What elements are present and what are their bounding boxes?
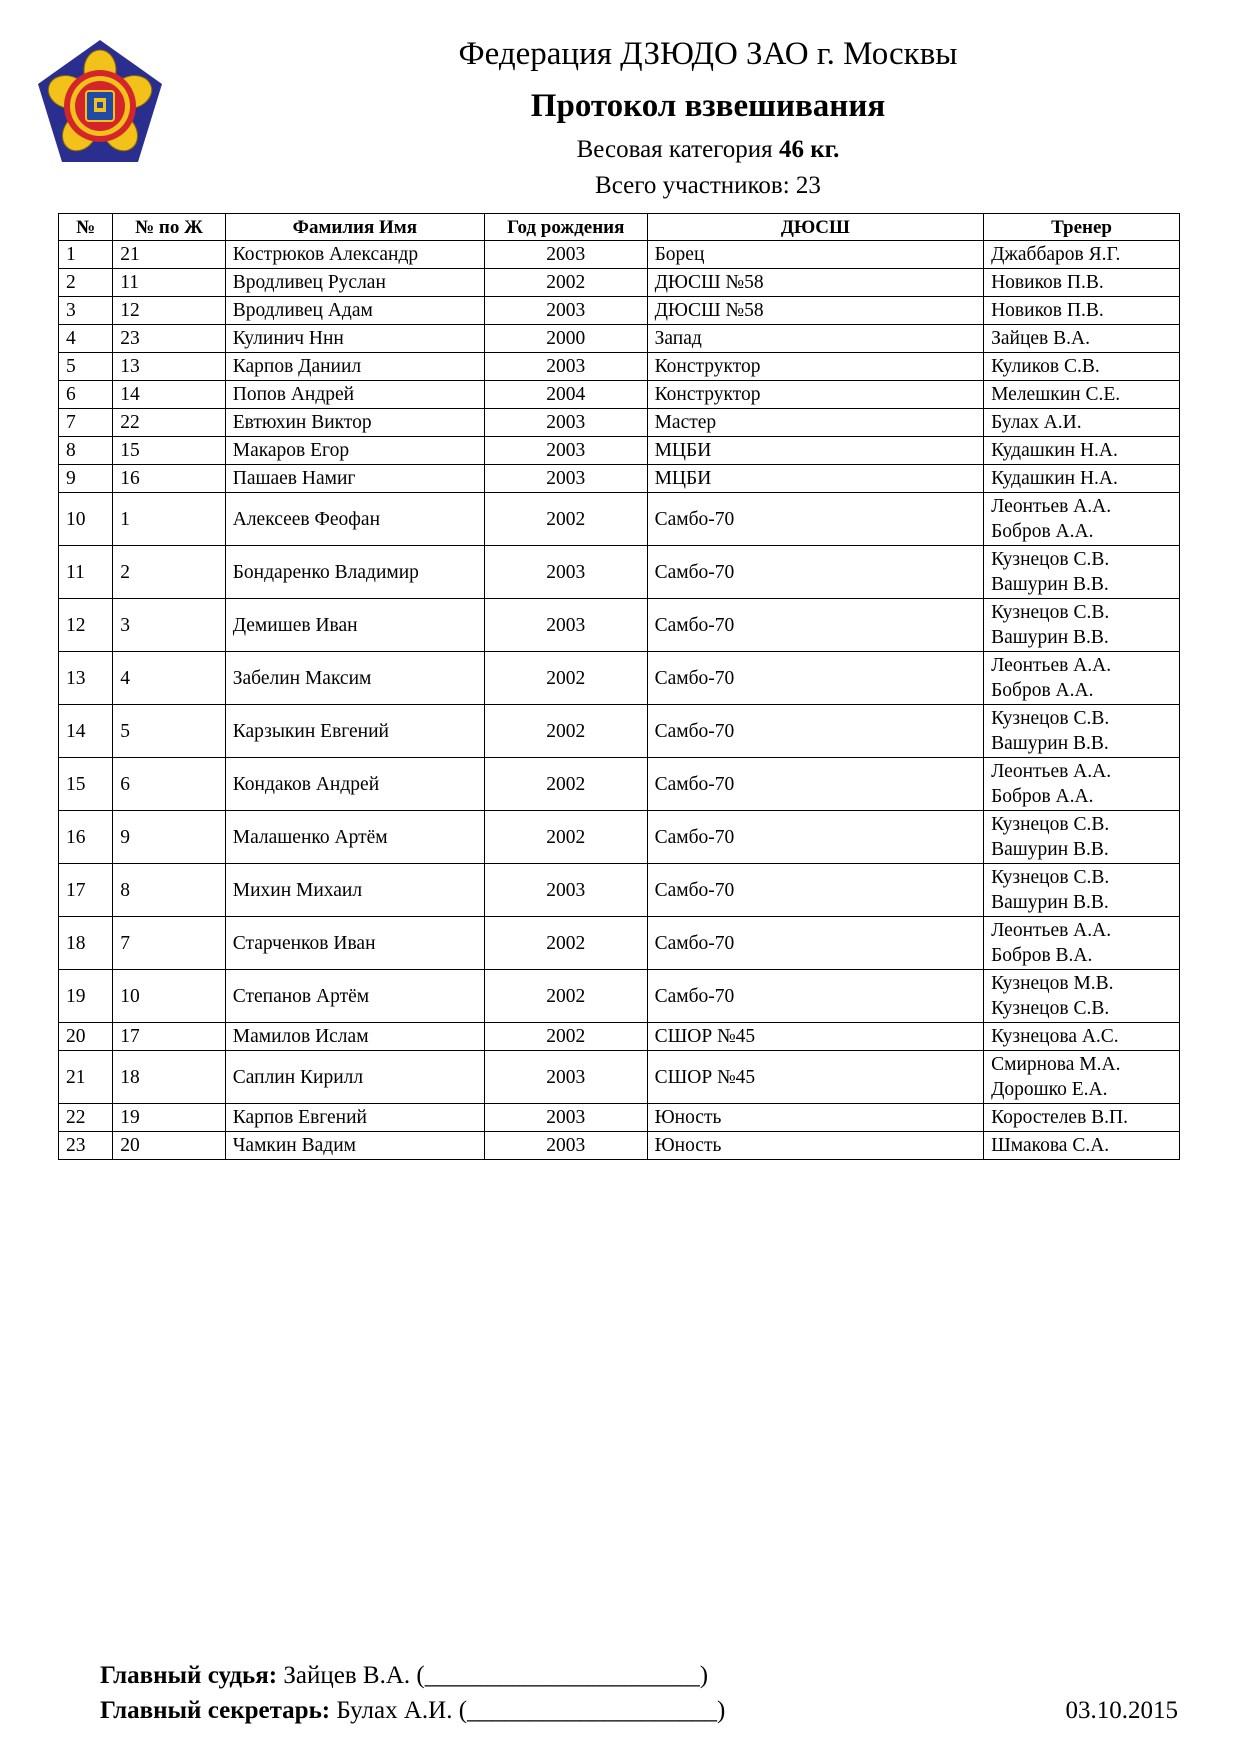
coach-name: Вашурин В.В. <box>991 839 1109 860</box>
row-coach-cell <box>984 269 1180 297</box>
row-name-cell: Саплин Кирилл <box>225 1051 484 1104</box>
row-school-cell: Самбо-70 <box>647 917 984 970</box>
chief-secretary-value: Булах А.И. (____________________) <box>336 1697 726 1724</box>
table-row <box>59 1104 1180 1132</box>
table-row <box>59 599 1180 652</box>
coach-name: Новиков П.В. <box>991 300 1104 321</box>
row-birth-year-cell: 2003 <box>484 465 647 493</box>
row-number-cell: 10 <box>59 493 113 546</box>
row-birth-year-cell: 2004 <box>484 381 647 409</box>
row-draw-number-cell: 21 <box>113 241 226 269</box>
coach-name: Мелешкин С.Е. <box>991 384 1121 405</box>
row-school-cell: Самбо-70 <box>647 811 984 864</box>
table-row <box>59 758 1180 811</box>
row-draw-number-cell: 2 <box>113 546 226 599</box>
row-number-cell: 18 <box>59 917 113 970</box>
table-row <box>59 1132 1180 1160</box>
coach-name: Вашурин В.В. <box>991 574 1109 595</box>
weighing-table <box>58 213 1180 1160</box>
coach-name: Булах А.И. <box>991 412 1082 433</box>
row-number-cell: 19 <box>59 970 113 1023</box>
row-school-cell: ДЮСШ №58 <box>647 297 984 325</box>
row-name-cell: Макаров Егор <box>225 437 484 465</box>
row-coach-cell <box>984 325 1180 353</box>
row-draw-number-cell: 8 <box>113 864 226 917</box>
row-draw-number-cell: 14 <box>113 381 226 409</box>
chief-judge-signature <box>100 1662 708 1690</box>
row-school-cell: Самбо-70 <box>647 546 984 599</box>
chief-secretary-label: Главный секретарь: <box>100 1697 331 1724</box>
coach-name: Леонтьев А.А. <box>991 920 1112 941</box>
row-birth-year-cell: 2003 <box>484 864 647 917</box>
row-coach-cell <box>984 465 1180 493</box>
row-coach-cell <box>984 864 1180 917</box>
row-school-cell: Юность <box>647 1104 984 1132</box>
row-name-cell: Чамкин Вадим <box>225 1132 484 1160</box>
table-row <box>59 241 1180 269</box>
row-birth-year-cell: 2003 <box>484 1132 647 1160</box>
table-row <box>59 917 1180 970</box>
row-birth-year-cell: 2002 <box>484 758 647 811</box>
row-coach-cell <box>984 241 1180 269</box>
row-number-cell: 16 <box>59 811 113 864</box>
row-number-cell: 1 <box>59 241 113 269</box>
row-school-cell: Самбо-70 <box>647 705 984 758</box>
row-coach-cell <box>984 652 1180 705</box>
row-name-cell: Михин Михаил <box>225 864 484 917</box>
column-header-name: Фамилия Имя <box>225 214 484 241</box>
row-school-cell: Самбо-70 <box>647 493 984 546</box>
coach-name: Кузнецов С.В. <box>991 814 1110 835</box>
column-header-number: № <box>59 214 113 241</box>
row-coach-cell <box>984 758 1180 811</box>
row-coach-cell <box>984 1104 1180 1132</box>
coach-name: Коростелев В.П. <box>991 1107 1129 1128</box>
row-number-cell: 6 <box>59 381 113 409</box>
protocol-date: 03.10.2015 <box>1065 1697 1178 1724</box>
row-birth-year-cell: 2002 <box>484 705 647 758</box>
row-number-cell: 21 <box>59 1051 113 1104</box>
coach-name: Вашурин В.В. <box>991 892 1109 913</box>
table-row <box>59 297 1180 325</box>
coach-name: Вашурин В.В. <box>991 733 1109 754</box>
coach-name: Кудашкин Н.А. <box>991 468 1118 489</box>
participants-count: Всего участников: 23 <box>595 172 821 199</box>
row-number-cell: 11 <box>59 546 113 599</box>
row-name-cell: Старченков Иван <box>225 917 484 970</box>
row-coach-cell <box>984 353 1180 381</box>
table-row <box>59 465 1180 493</box>
row-birth-year-cell: 2003 <box>484 437 647 465</box>
table-row <box>59 325 1180 353</box>
row-draw-number-cell: 17 <box>113 1023 226 1051</box>
row-draw-number-cell: 6 <box>113 758 226 811</box>
row-birth-year-cell: 2003 <box>484 241 647 269</box>
row-coach-cell <box>984 1132 1180 1160</box>
table-row <box>59 652 1180 705</box>
row-school-cell: СШОР №45 <box>647 1023 984 1051</box>
table-row <box>59 1051 1180 1104</box>
row-draw-number-cell: 12 <box>113 297 226 325</box>
row-birth-year-cell: 2003 <box>484 1051 647 1104</box>
coach-name: Дорошко Е.А. <box>991 1079 1108 1100</box>
table-row <box>59 409 1180 437</box>
row-birth-year-cell: 2002 <box>484 970 647 1023</box>
row-school-cell: Борец <box>647 241 984 269</box>
table-row <box>59 546 1180 599</box>
table-row <box>59 864 1180 917</box>
row-draw-number-cell: 20 <box>113 1132 226 1160</box>
row-name-cell: Карпов Даниил <box>225 353 484 381</box>
row-number-cell: 20 <box>59 1023 113 1051</box>
row-draw-number-cell: 22 <box>113 409 226 437</box>
column-header-draw-number: № по Ж <box>113 214 226 241</box>
table-row <box>59 811 1180 864</box>
row-school-cell: Самбо-70 <box>647 599 984 652</box>
row-coach-cell <box>984 493 1180 546</box>
coach-name: Бобров А.А. <box>991 680 1094 701</box>
row-birth-year-cell: 2002 <box>484 269 647 297</box>
row-draw-number-cell: 11 <box>113 269 226 297</box>
row-number-cell: 4 <box>59 325 113 353</box>
row-school-cell: Самбо-70 <box>647 970 984 1023</box>
row-school-cell: Самбо-70 <box>647 652 984 705</box>
table-row <box>59 437 1180 465</box>
row-coach-cell <box>984 297 1180 325</box>
row-name-cell: Карпов Евгений <box>225 1104 484 1132</box>
row-draw-number-cell: 19 <box>113 1104 226 1132</box>
coach-name: Кузнецов С.В. <box>991 549 1110 570</box>
table-row <box>59 970 1180 1023</box>
row-coach-cell <box>984 1051 1180 1104</box>
coach-name: Кузнецова А.С. <box>991 1026 1119 1047</box>
row-birth-year-cell: 2002 <box>484 811 647 864</box>
row-name-cell: Кондаков Андрей <box>225 758 484 811</box>
table-row <box>59 493 1180 546</box>
coach-name: Кузнецов С.В. <box>991 708 1110 729</box>
row-coach-cell <box>984 546 1180 599</box>
coach-name: Бобров А.А. <box>991 521 1094 542</box>
coach-name: Леонтьев А.А. <box>991 655 1112 676</box>
coach-name: Зайцев В.А. <box>991 328 1090 349</box>
row-draw-number-cell: 1 <box>113 493 226 546</box>
coach-name: Кудашкин Н.А. <box>991 440 1118 461</box>
row-name-cell: Попов Андрей <box>225 381 484 409</box>
row-draw-number-cell: 7 <box>113 917 226 970</box>
table-row <box>59 381 1180 409</box>
row-number-cell: 8 <box>59 437 113 465</box>
coach-name: Леонтьев А.А. <box>991 761 1112 782</box>
column-header-birth-year: Год рождения <box>484 214 647 241</box>
weight-category-label: Весовая категория <box>576 136 773 163</box>
row-birth-year-cell: 2002 <box>484 917 647 970</box>
coach-name: Бобров В.А. <box>991 945 1093 966</box>
row-draw-number-cell: 23 <box>113 325 226 353</box>
row-birth-year-cell: 2003 <box>484 297 647 325</box>
row-name-cell: Кулинич Ннн <box>225 325 484 353</box>
coach-name: Кузнецов С.В. <box>991 867 1110 888</box>
row-birth-year-cell: 2002 <box>484 652 647 705</box>
coach-name: Вашурин В.В. <box>991 627 1109 648</box>
table-body <box>59 241 1180 1160</box>
row-coach-cell <box>984 705 1180 758</box>
coach-name: Куликов С.В. <box>991 356 1100 377</box>
row-name-cell: Евтюхин Виктор <box>225 409 484 437</box>
column-header-coach: Тренер <box>984 214 1180 241</box>
row-number-cell: 7 <box>59 409 113 437</box>
coach-name: Шмакова С.А. <box>991 1135 1110 1156</box>
table-row <box>59 705 1180 758</box>
row-name-cell: Вродливец Адам <box>225 297 484 325</box>
table-row <box>59 1023 1180 1051</box>
row-birth-year-cell: 2003 <box>484 409 647 437</box>
coach-name: Джаббаров Я.Г. <box>991 244 1121 265</box>
row-school-cell: СШОР №45 <box>647 1051 984 1104</box>
row-number-cell: 22 <box>59 1104 113 1132</box>
row-coach-cell <box>984 599 1180 652</box>
row-name-cell: Бондаренко Владимир <box>225 546 484 599</box>
row-name-cell: Забелин Максим <box>225 652 484 705</box>
row-school-cell: МЦБИ <box>647 437 984 465</box>
row-school-cell: ДЮСШ №58 <box>647 269 984 297</box>
row-draw-number-cell: 3 <box>113 599 226 652</box>
row-birth-year-cell: 2002 <box>484 1023 647 1051</box>
row-school-cell: Конструктор <box>647 381 984 409</box>
weight-category-value: 46 кг. <box>778 136 840 163</box>
coach-name: Смирнова М.А. <box>991 1054 1121 1075</box>
row-draw-number-cell: 4 <box>113 652 226 705</box>
row-name-cell: Пашаев Намиг <box>225 465 484 493</box>
column-header-school: ДЮСШ <box>647 214 984 241</box>
row-school-cell: Самбо-70 <box>647 758 984 811</box>
row-number-cell: 23 <box>59 1132 113 1160</box>
row-school-cell: Конструктор <box>647 353 984 381</box>
row-school-cell: Мастер <box>647 409 984 437</box>
row-birth-year-cell: 2002 <box>484 493 647 546</box>
row-birth-year-cell: 2003 <box>484 599 647 652</box>
row-draw-number-cell: 18 <box>113 1051 226 1104</box>
row-number-cell: 13 <box>59 652 113 705</box>
row-coach-cell <box>984 437 1180 465</box>
weight-category <box>88 136 1240 164</box>
table-header-row <box>59 214 1180 241</box>
federation-name: Федерация ДЗЮДО ЗАО г. Москвы <box>458 36 958 72</box>
row-name-cell: Вродливец Руслан <box>225 269 484 297</box>
row-coach-cell <box>984 917 1180 970</box>
row-name-cell: Демишев Иван <box>225 599 484 652</box>
row-school-cell: Запад <box>647 325 984 353</box>
row-birth-year-cell: 2000 <box>484 325 647 353</box>
row-name-cell: Карзыкин Евгений <box>225 705 484 758</box>
row-birth-year-cell: 2003 <box>484 546 647 599</box>
row-school-cell: Юность <box>647 1132 984 1160</box>
row-number-cell: 2 <box>59 269 113 297</box>
row-coach-cell <box>984 409 1180 437</box>
chief-secretary-signature <box>100 1697 725 1725</box>
chief-judge-label: Главный судья: <box>100 1662 278 1689</box>
row-draw-number-cell: 15 <box>113 437 226 465</box>
row-number-cell: 5 <box>59 353 113 381</box>
row-number-cell: 14 <box>59 705 113 758</box>
row-draw-number-cell: 9 <box>113 811 226 864</box>
row-draw-number-cell: 16 <box>113 465 226 493</box>
row-birth-year-cell: 2003 <box>484 353 647 381</box>
chief-judge-value: Зайцев В.А. (______________________) <box>283 1662 709 1689</box>
page-title: Протокол взвешивания <box>530 88 886 124</box>
coach-name: Кузнецов С.В. <box>991 602 1110 623</box>
row-birth-year-cell: 2003 <box>484 1104 647 1132</box>
row-coach-cell <box>984 811 1180 864</box>
row-name-cell: Мамилов Ислам <box>225 1023 484 1051</box>
row-coach-cell <box>984 1023 1180 1051</box>
row-number-cell: 3 <box>59 297 113 325</box>
row-name-cell: Алексеев Феофан <box>225 493 484 546</box>
row-school-cell: Самбо-70 <box>647 864 984 917</box>
row-school-cell: МЦБИ <box>647 465 984 493</box>
row-number-cell: 15 <box>59 758 113 811</box>
row-draw-number-cell: 13 <box>113 353 226 381</box>
row-number-cell: 17 <box>59 864 113 917</box>
row-coach-cell <box>984 381 1180 409</box>
row-name-cell: Кострюков Александр <box>225 241 484 269</box>
table-row <box>59 269 1180 297</box>
row-draw-number-cell: 10 <box>113 970 226 1023</box>
coach-name: Кузнецов М.В. <box>991 973 1114 994</box>
coach-name: Леонтьев А.А. <box>991 496 1112 517</box>
row-number-cell: 12 <box>59 599 113 652</box>
coach-name: Бобров А.А. <box>991 786 1094 807</box>
row-name-cell: Степанов Артём <box>225 970 484 1023</box>
coach-name: Кузнецов С.В. <box>991 998 1110 1019</box>
table-row <box>59 353 1180 381</box>
row-number-cell: 9 <box>59 465 113 493</box>
row-coach-cell <box>984 970 1180 1023</box>
row-name-cell: Малашенко Артём <box>225 811 484 864</box>
coach-name: Новиков П.В. <box>991 272 1104 293</box>
row-draw-number-cell: 5 <box>113 705 226 758</box>
